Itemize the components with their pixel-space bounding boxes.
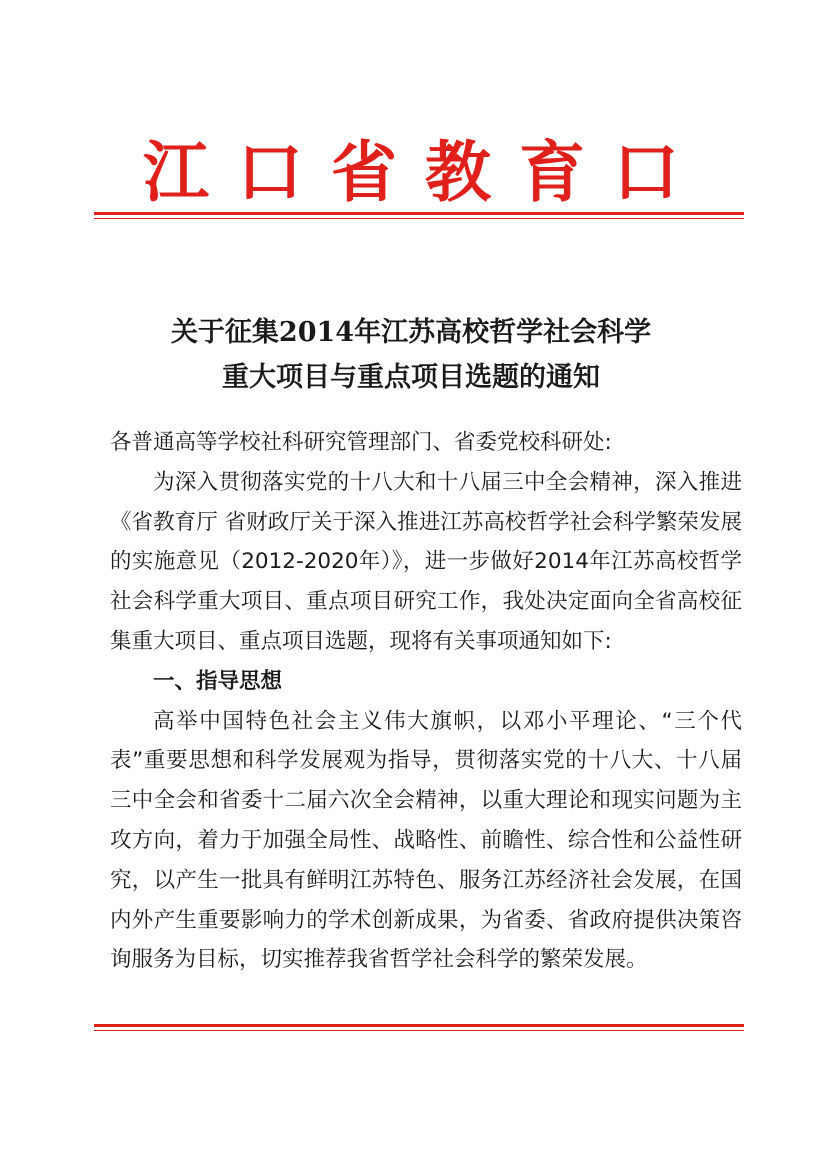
header-divider (94, 212, 744, 219)
paragraph-guiding-ideology: 高举中国特色社会主义伟大旗帜，以邓小平理论、“三个代表”重要思想和科学发展观为指导，贯彻落实党的十八大、十八届三中全会和省委十二届六次全会精神，以重大理论和现实问题为主攻方向，着力于加强全局性、战略性、前瞻性、综合性和公益性研究，以产生一批具有鲜明江苏特色、服务江苏经济社会发展，在国内外产生重要影响力的学术创新成果，为省委、省政府提供决策咨询服务为目标，切实推荐我省哲学社会科学的繁荣发展。 (110, 708, 742, 973)
salutation: 各普通高等学校社科研究管理部门、省委党校科研处: (110, 430, 612, 455)
issuing-authority-header: 江口省教育口 (143, 134, 707, 211)
section-heading-guiding-ideology: 一、指导思想 (153, 668, 283, 694)
paragraph-intro: 为深入贯彻落实党的十八大和十八届三中全会精神，深入推进《省教育厅 省财政厅关于深入推进江苏高校哲学社会科学繁荣发展的实施意见（2012-2020年）》，进一步做好2014年江苏高校哲学社会科学重大项目、重点项目研究工作，我处决定面向全省高校征集重大项目、重点项目选题，现将有关事项通知如下: (110, 469, 742, 654)
document-body (110, 423, 742, 980)
document-title-line-2: 重大项目与重点项目选题的通知 (222, 362, 600, 393)
document-title (0, 310, 822, 400)
footer-divider (94, 1024, 744, 1031)
document-title-line-1: 关于征集2014年江苏高校哲学社会科学 (170, 317, 652, 348)
